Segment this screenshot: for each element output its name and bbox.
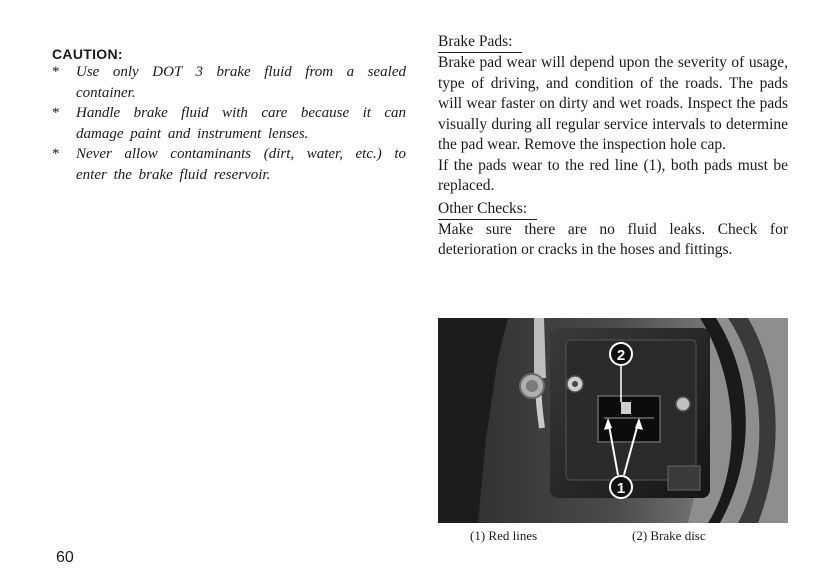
caution-item-text: Never allow contaminants (dirt, water, etc.) to enter the brake fluid reservoir. (76, 146, 406, 183)
caution-list (50, 62, 406, 185)
brake-caliper-photo (438, 318, 788, 523)
caution-item (50, 103, 406, 144)
caption-red-lines: (1) Red lines (470, 528, 538, 543)
other-checks-heading: Other Checks: (438, 199, 537, 220)
right-column (438, 32, 788, 261)
caution-item-text: Use only DOT 3 brake fluid from a sealed container. (76, 64, 406, 101)
bullet-asterisk: * (52, 146, 60, 162)
caption-brake-disc: (2) Brake disc (632, 528, 706, 543)
caution-title: CAUTION: (52, 46, 123, 62)
brake-pads-paragraph: Brake pad wear will depend upon the severity of usage, type of driving, and condition of the roads. The pads will wear faster on dirty and wet roads. Inspect the pads visually during all regular service intervals to determine the pad wear. Remove the inspection hole cap. (438, 54, 788, 153)
caution-item-text: Handle brake fluid with care because it can damage paint and instrument lenses. (76, 105, 406, 142)
other-checks-paragraph: Make sure there are no fluid leaks. Check for deterioration or cracks in the hoses and fittings. (438, 220, 788, 258)
page-number: 60 (56, 549, 74, 566)
callout-2-label: 2 (616, 347, 626, 364)
bullet-asterisk: * (52, 105, 60, 121)
brake-pads-replace-paragraph: If the pads wear to the red line (1), both pads must be replaced. (438, 156, 788, 194)
bullet-asterisk: * (52, 64, 60, 80)
callout-1-label: 1 (616, 480, 626, 497)
brake-pads-heading: Brake Pads: (438, 32, 522, 53)
caution-item (50, 62, 406, 103)
caution-item (50, 144, 406, 185)
